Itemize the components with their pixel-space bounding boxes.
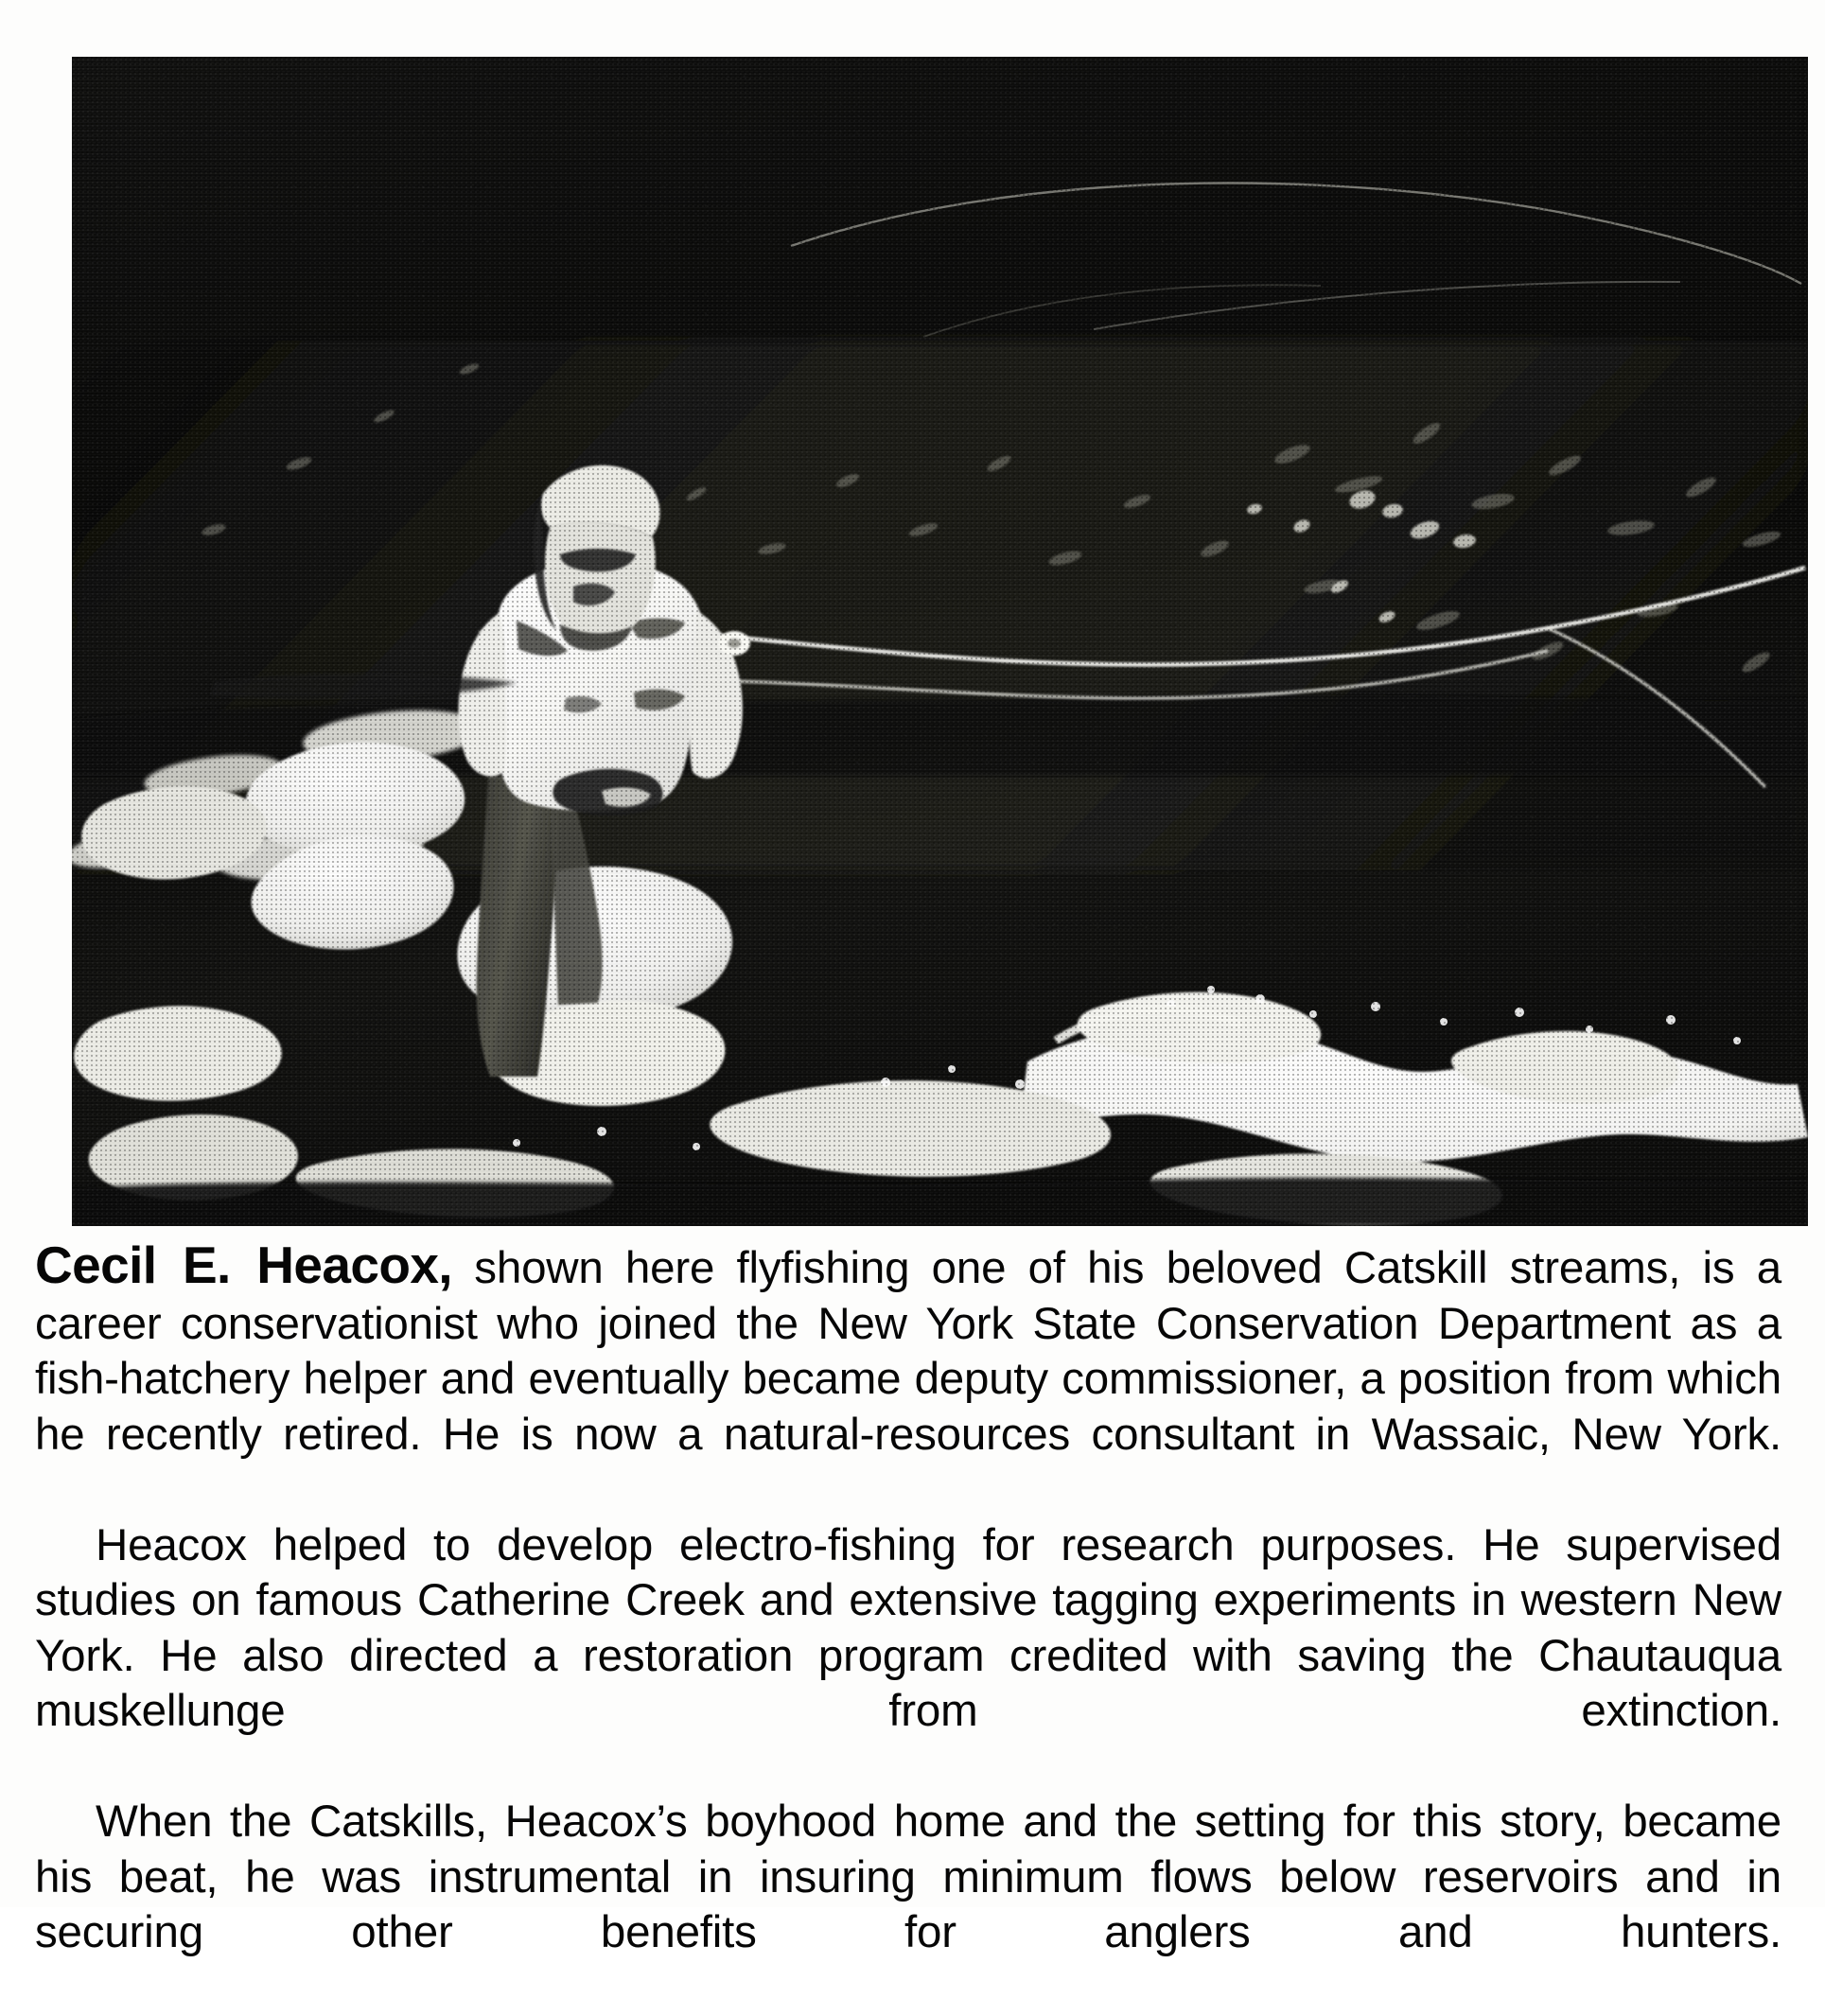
photograph-image — [72, 57, 1808, 1226]
caption-paragraph-1 — [35, 1237, 1781, 1518]
caption-paragraph-3: When the Catskills, Heacox’s boyhood home and the setting for this story, became his beat, he was instrumental in insuring minimum flows below reservoirs and in securing other benefits for anglers and hunters. — [35, 1797, 1781, 1957]
caption-paragraph-1-body: shown here flyfishing one of his beloved Catskill streams, is a career conservationist who joined the New York State Conservation Department as a fish-hatchery helper and eventually became deputy commissioner, a position from which he recently retired. He is now a natural-resources consultant in Wassaic, New York. — [35, 1243, 1781, 1460]
author-photograph — [72, 57, 1808, 1226]
caption-text-block — [35, 1237, 1781, 2016]
author-name-lead-in: Cecil E. Heacox, — [35, 1236, 452, 1294]
caption-paragraph-2: Heacox helped to develop electro-fishing for research purposes. He supervised studies on famous Catherine Creek and extensive tagging experiments in western New York. He also directed a restoration program credited with saving the Chautauqua muskellunge from extinction. — [35, 1519, 1781, 1736]
